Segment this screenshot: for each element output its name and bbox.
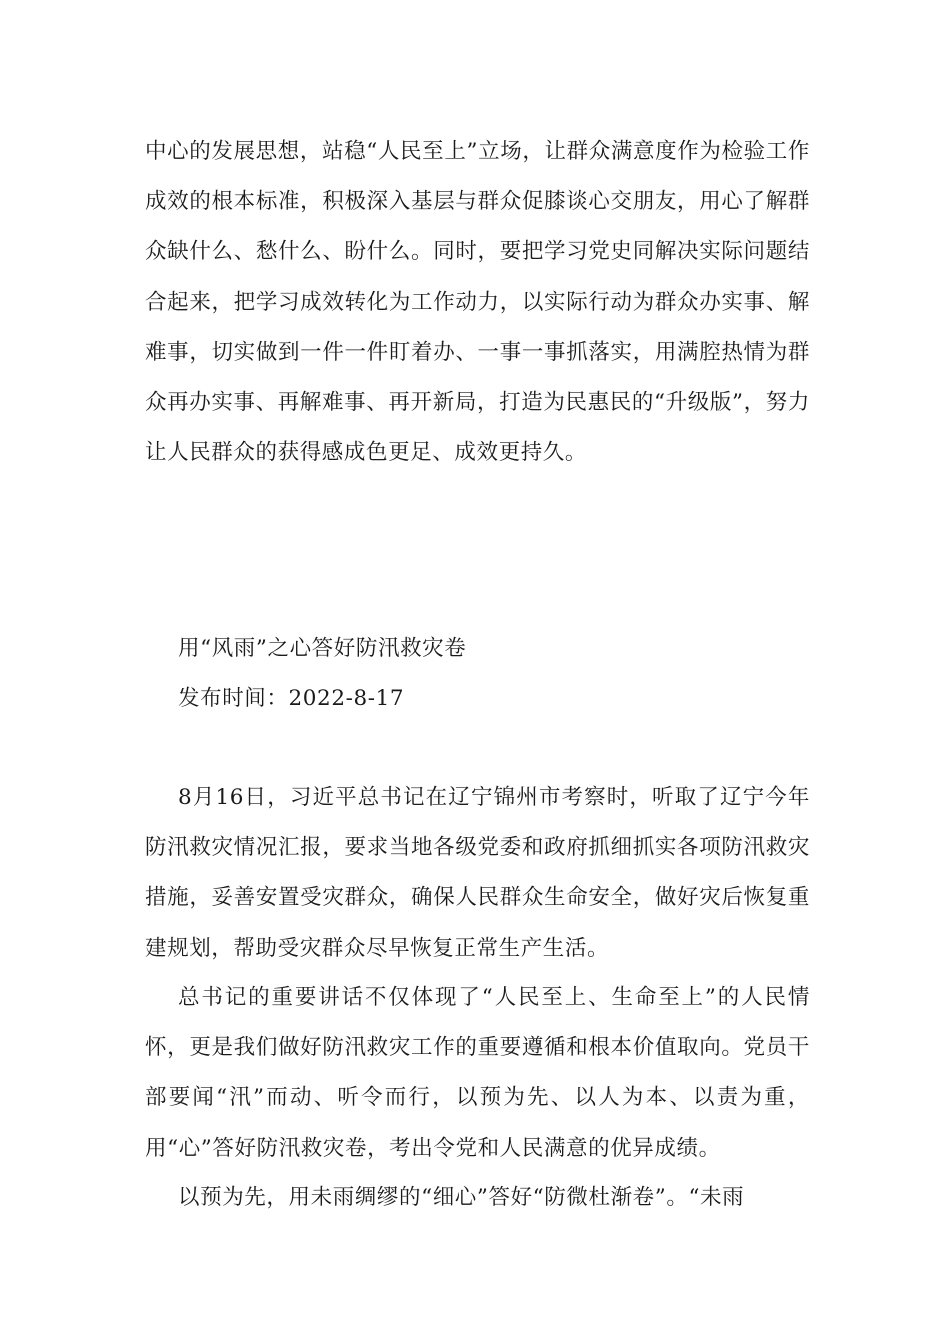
- body-paragraph-2: 总书记的重要讲话不仅体现了“人民至上、生命至上”的人民情怀，更是我们做好防汛救灾工作的重要遵循和根本价值取向。党员干部要闻“汛”而动、听令而行，以预为先、以人为本、以责为重，用“心”答好防汛救灾卷，考出令党和人民满意的优异成绩。: [145, 985, 810, 1161]
- article-title: 用“风雨”之心答好防汛救灾卷: [178, 636, 467, 661]
- body-paragraph-3: 以预为先，用未雨绸缪的“细心”答好“防微杜渐卷”。“未雨: [178, 1185, 745, 1210]
- publish-date: 发布时间：2022-8-17: [178, 686, 405, 711]
- intro-paragraph: 中心的发展思想，站稳“人民至上”立场，让群众满意度作为检验工作成效的根本标准，积极深入基层与群众促膝谈心交朋友，用心了解群众缺什么、愁什么、盼什么。同时，要把学习党史同解决实际问题结合起来，把学习成效转化为工作动力，以实际行动为群众办实事、解难事，切实做到一件一件盯着办、一事一事抓落实，用满腔热情为群众再办实事、再解难事、再开新局，打造为民惠民的“升级版”，努力让人民群众的获得感成色更足、成效更持久。: [145, 139, 810, 466]
- body-paragraph-1: 8月16日，习近平总书记在辽宁锦州市考察时，听取了辽宁今年防汛救灾情况汇报，要求当地各级党委和政府抓细抓实各项防汛救灾措施，妥善安置受灾群众，确保人民群众生命安全，做好灾后恢复重建规划，帮助受灾群众尽早恢复正常生产生活。: [145, 785, 810, 961]
